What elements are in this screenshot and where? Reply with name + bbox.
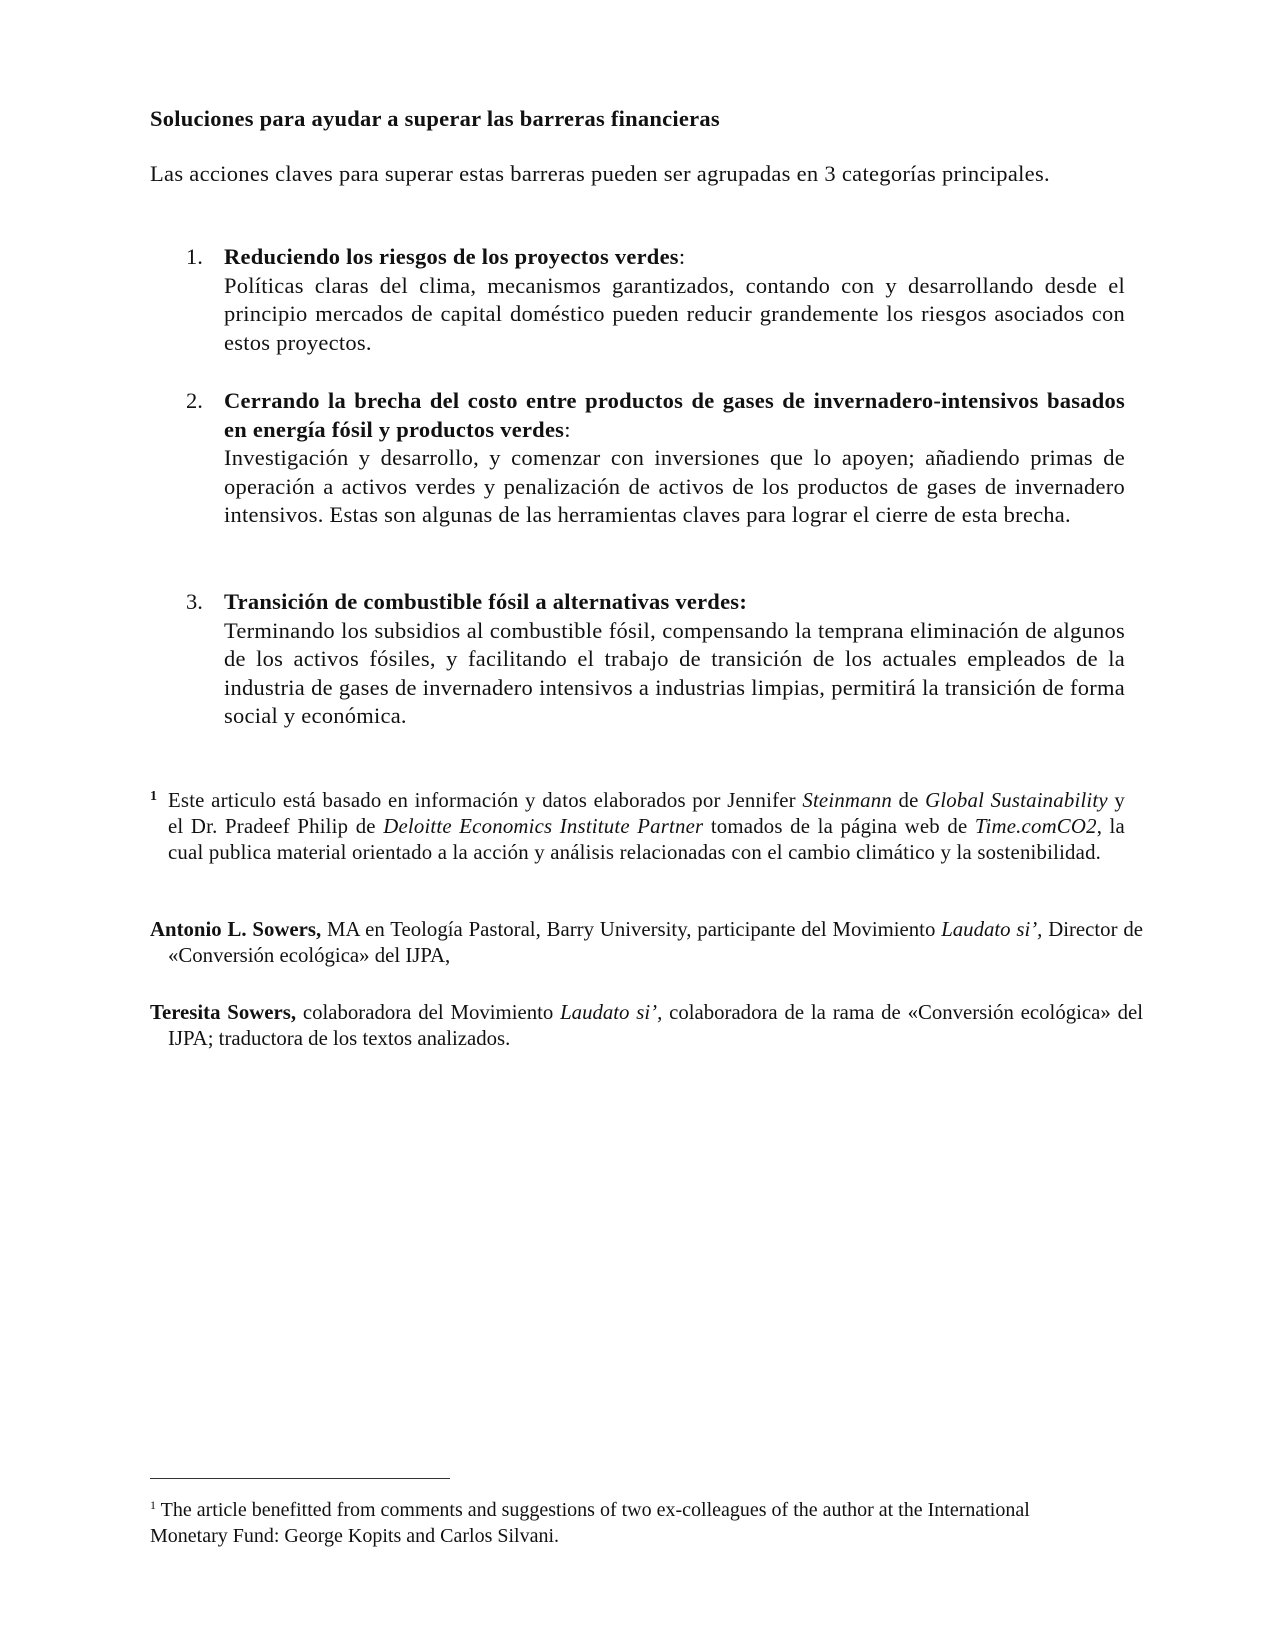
footnote-separator [150,1478,450,1479]
author-bio [150,1000,1143,1052]
author-bio-text: MA en Teología Pastoral, Barry University, participante del Movimiento [321,918,942,941]
source-note-text-part: tomados de la página web de [703,815,975,838]
author-name: Antonio L. Sowers, [150,918,322,941]
list-item-body [224,588,1125,731]
source-note-text-part: Este articulo está basado en información y datos elaborados por Jennifer [168,789,803,812]
source-note-italic: Steinmann [802,789,892,812]
list-item-body [224,387,1125,530]
list-item-title: Reduciendo los riesgos de los proyectos verdes [224,244,679,269]
source-note-marker: 1 [150,789,158,804]
source-note-text-part: y el Dr. Pradeef Philip de [168,789,1125,838]
author-name: Teresita Sowers, [150,1001,297,1024]
list-item-title: Transición de combustible fósil a alternativas verdes: [224,589,748,614]
source-note-text [150,788,1125,866]
author-bio-text: colaboradora de la rama de «Conversión ecológica» del IJPA; traductora de los textos analizados. [168,1001,1143,1050]
list-item-title-suffix: : [678,244,686,269]
source-note-text-part: de [891,789,926,812]
list-item-number: 2. [186,388,203,413]
list-item-description: Terminando los subsidios al combustible fósil, compensando la temprana eliminación de algunos de los activos fósiles, y facilitando el trabajo de transición de los actuales empleados de la industria de gases de invernadero intensivos a industrias limpias, permitirá la transición de forma social y económica. [224,617,1125,728]
author-bio-italic: Laudato si’, [941,918,1043,941]
author-bio [150,917,1143,969]
author-bio-text: colaboradora del Movimiento [296,1001,561,1024]
intro-paragraph: Las acciones claves para superar estas barreras pueden ser agrupadas en 3 categorías principales. [150,161,1050,186]
list-item-number: 1. [186,244,203,269]
page-footnote [150,1492,1050,1549]
source-note-italic: Deloitte Economics Institute Partner [383,815,704,838]
list-item-title: Cerrando la brecha del costo entre productos de gases de invernadero-intensivos basados en energía fósil y productos verdes [224,388,1125,442]
footnote-text: The article benefitted from comments and suggestions of two ex-colleagues of the author at the International Monetary Fund: George Kopits and Carlos Silvani. [150,1499,1030,1547]
author-bio-italic: Laudato si’, [560,1001,663,1024]
footnote-marker: 1 [150,1498,156,1512]
list-item-description: Políticas claras del clima, mecanismos garantizados, contando con y desarrollando desde el principio mercados de capital doméstico pueden reducir grandemente los riesgos asociados con estos proyectos. [224,272,1125,355]
section-heading: Soluciones para ayudar a superar las barreras financieras [150,106,720,131]
source-note-italic: Time.comCO2 [974,815,1097,838]
list-item-description: Investigación y desarrollo, y comenzar con inversiones que lo apoyen; añadiendo primas de operación a activos verdes y penalización de activos de los productos de gases de invernadero intensivos. Estas son algunas de las herramientas claves para lograr el cierre de esta brecha. [224,445,1125,527]
list-item-number: 3. [186,589,203,614]
list-item-title-suffix: : [564,416,571,442]
list-item-body [224,243,1125,357]
source-note-italic: Global Sustainability [925,789,1108,812]
source-note [150,788,1125,866]
source-note-text-part: , la cual publica material orientado a la acción y análisis relacionadas con el cambio climático y la sostenibilidad. [168,815,1125,864]
author-bio-text: Director de «Conversión ecológica» del IJPA, [168,918,1143,967]
